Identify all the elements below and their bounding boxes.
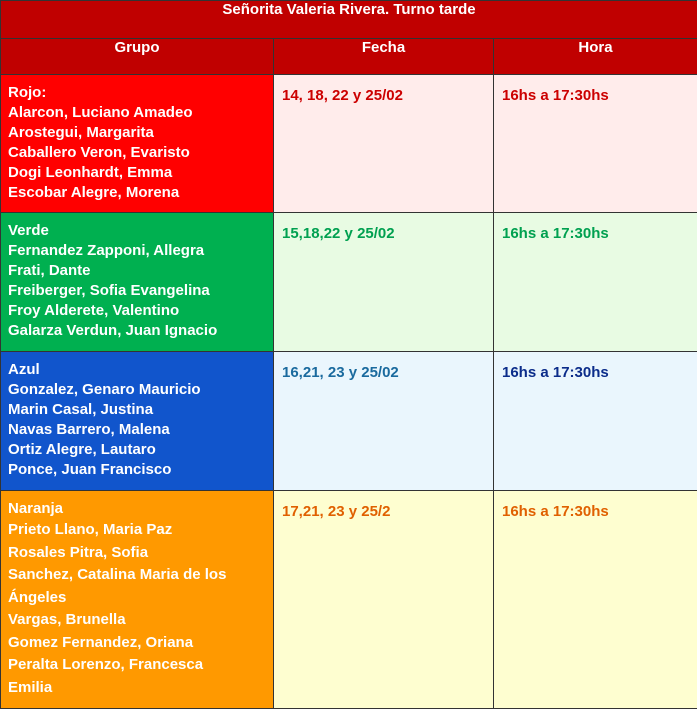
member-list — [8, 241, 267, 341]
member-item: Rosales Pitra, Sofia — [8, 542, 267, 565]
group-name: Rojo: — [8, 83, 267, 103]
table-title: Señorita Valeria Rivera. Turno tarde — [1, 1, 697, 39]
group-name: Azul — [8, 360, 267, 380]
member-item: Navas Barrero, Malena — [8, 420, 267, 440]
member-item: Ortiz Alegre, Lautaro — [8, 440, 267, 460]
member-item: Gomez Fernandez, Oriana — [8, 632, 267, 655]
group-row-naranja — [1, 491, 697, 709]
group-cell-naranja — [1, 491, 274, 709]
member-list — [8, 519, 267, 699]
title-row — [1, 1, 697, 39]
member-item: Peralta Lorenzo, Francesca — [8, 654, 267, 677]
group-name: Naranja — [8, 499, 267, 519]
header-row — [1, 39, 697, 75]
hora-cell-verde: 16hs a 17:30hs — [494, 213, 697, 352]
member-item: Marin Casal, Justina — [8, 400, 267, 420]
group-cell-rojo — [1, 75, 274, 213]
group-cell-verde — [1, 213, 274, 352]
fecha-cell-azul: 16,21, 23 y 25/02 — [274, 352, 494, 491]
group-row-rojo — [1, 75, 697, 213]
hora-cell-naranja: 16hs a 17:30hs — [494, 491, 697, 709]
hora-cell-rojo: 16hs a 17:30hs — [494, 75, 697, 213]
member-item: Emilia — [8, 677, 267, 700]
member-item: Escobar Alegre, Morena — [8, 183, 267, 203]
member-item: Galarza Verdun, Juan Ignacio — [8, 321, 267, 341]
header-hora: Hora — [494, 39, 697, 75]
member-item: Ángeles — [8, 587, 267, 610]
hora-cell-azul: 16hs a 17:30hs — [494, 352, 697, 491]
member-item: Froy Alderete, Valentino — [8, 301, 267, 321]
group-row-verde — [1, 213, 697, 352]
member-item: Freiberger, Sofia Evangelina — [8, 281, 267, 301]
fecha-cell-rojo: 14, 18, 22 y 25/02 — [274, 75, 494, 213]
member-item: Gonzalez, Genaro Mauricio — [8, 380, 267, 400]
member-item: Frati, Dante — [8, 261, 267, 281]
member-item: Fernandez Zapponi, Allegra — [8, 241, 267, 261]
group-cell-azul — [1, 352, 274, 491]
member-list — [8, 380, 267, 480]
group-row-azul — [1, 352, 697, 491]
member-item: Arostegui, Margarita — [8, 123, 267, 143]
member-item: Ponce, Juan Francisco — [8, 460, 267, 480]
member-item: Dogi Leonhardt, Emma — [8, 163, 267, 183]
member-item: Alarcon, Luciano Amadeo — [8, 103, 267, 123]
member-item: Sanchez, Catalina Maria de los — [8, 564, 267, 587]
header-grupo: Grupo — [1, 39, 274, 75]
fecha-cell-naranja: 17,21, 23 y 25/2 — [274, 491, 494, 709]
member-item: Vargas, Brunella — [8, 609, 267, 632]
member-item: Prieto Llano, Maria Paz — [8, 519, 267, 542]
fecha-cell-verde: 15,18,22 y 25/02 — [274, 213, 494, 352]
member-item: Caballero Veron, Evaristo — [8, 143, 267, 163]
header-fecha: Fecha — [274, 39, 494, 75]
group-name: Verde — [8, 221, 267, 241]
member-list — [8, 103, 267, 203]
